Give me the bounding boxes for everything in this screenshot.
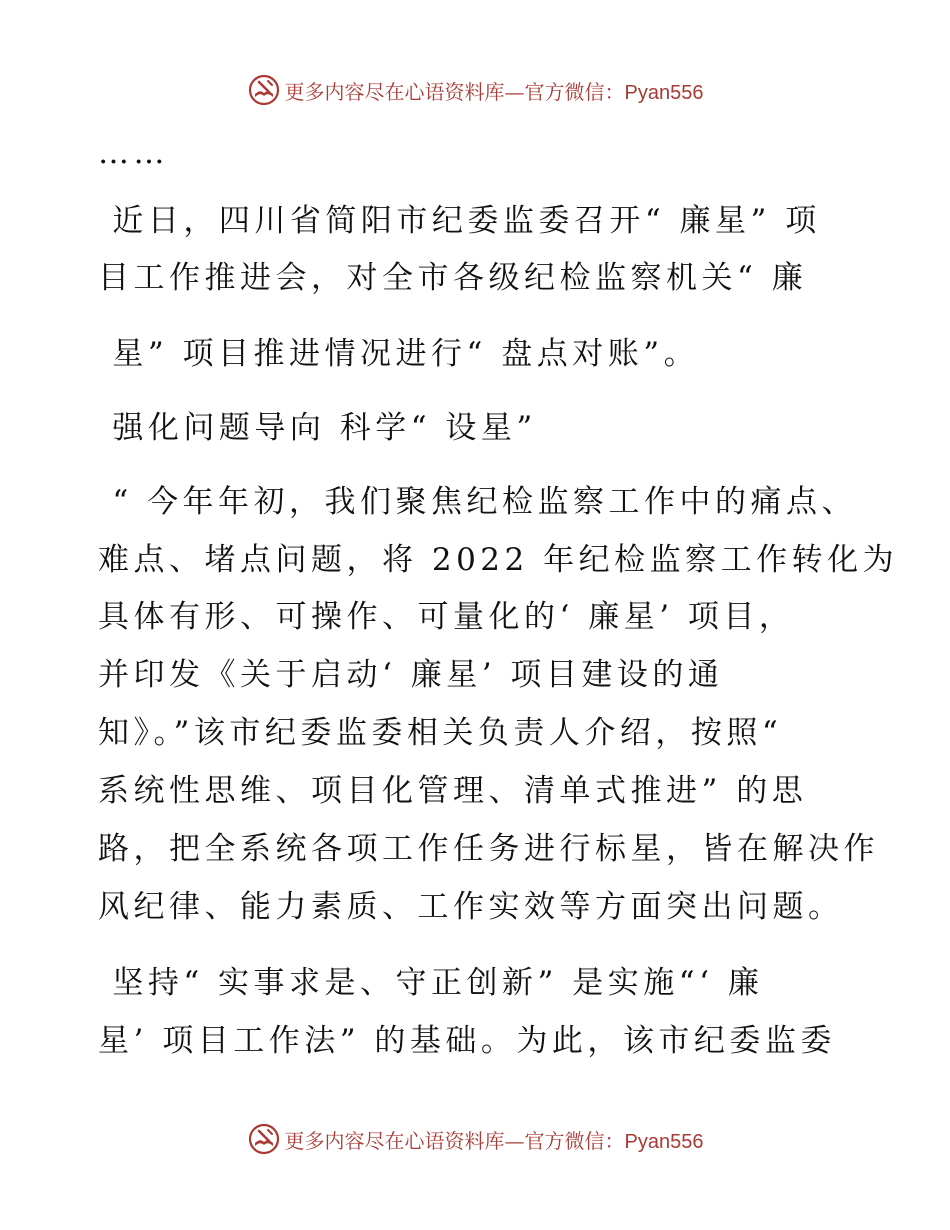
paragraph-line: 星’ 项目工作法” 的基础。为此，该市纪委监委 <box>98 1023 836 1059</box>
paragraph-line: 坚持“ 实事求是、守正创新” 是实施“‘ 廉 <box>98 965 764 1001</box>
footer-watermark <box>0 1119 950 1159</box>
paragraph-line: 路，把全系统各项工作任务进行标星，皆在解决作 <box>98 831 879 867</box>
ellipsis-line: …… <box>98 135 169 171</box>
paragraph-line: 近日，四川省简阳市纪委监委召开“ 廉星” 项 <box>98 203 821 239</box>
paragraph-line: 并印发《关于启动‘ 廉星’ 项目建设的通 <box>98 657 724 693</box>
watermark-text: 更多内容尽在心语资料库—官方微信：Pyan556 <box>284 79 704 104</box>
paragraph-line: 系统性思维、项目化管理、清单式推进” 的思 <box>98 773 808 809</box>
paragraph-line: “ 今年年初，我们聚焦纪检监察工作中的痛点、 <box>98 484 858 520</box>
paragraph-line: 星” 项目推进情况进行“ 盘点对账”。 <box>98 336 700 372</box>
paragraph-line: 难点、堵点问题，将 2022 年纪检监察工作转化为 <box>98 542 899 578</box>
watermark-text: 更多内容尽在心语资料库—官方微信：Pyan556 <box>284 1128 704 1153</box>
paragraph-line: 目工作推进会，对全市各级纪检监察机关“ 廉 <box>98 260 808 296</box>
section-heading: 强化问题导向 科学“ 设星” <box>98 410 537 446</box>
book-logo-icon <box>247 1122 281 1156</box>
paragraph-line: 具体有形、可操作、可量化的‘ 廉星’ 项目， <box>98 599 795 635</box>
paragraph-line: 风纪律、能力素质、工作实效等方面突出问题。 <box>98 889 844 925</box>
paragraph-line: 知》。”该市纪委监委相关负责人介绍，按照“ <box>98 715 783 751</box>
